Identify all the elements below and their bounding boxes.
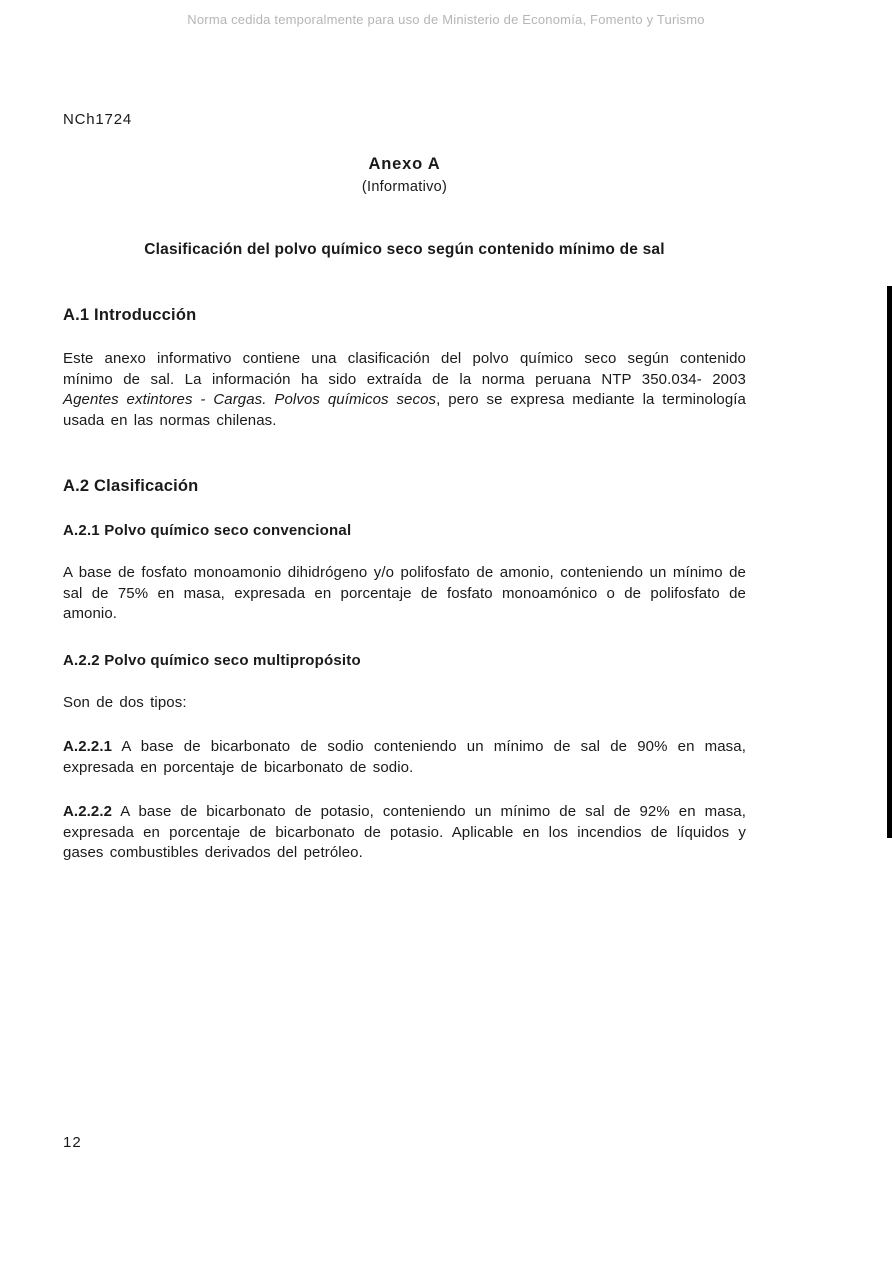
page-title: Clasificación del polvo químico seco según contenido mínimo de sal xyxy=(144,241,665,258)
section-a1-paragraph xyxy=(63,349,746,431)
a222-body: A base de bicarbonato de potasio, conteniendo un mínimo de sal de 92% en masa, expresada en porcentaje de bicarbonato de potasio. Aplicable en los incendios de líquidos y gases combustibles derivados del petróleo. xyxy=(63,803,746,861)
page-number: 12 xyxy=(63,1134,82,1151)
section-a221-paragraph xyxy=(63,737,746,778)
a221-label: A.2.2.1 xyxy=(63,738,113,755)
section-a22-heading: A.2.2 Polvo químico seco multipropósito xyxy=(63,651,361,669)
a221-body: A base de bicarbonato de sodio conteniendo un mínimo de sal de 90% en masa, expresada en porcentaje de bicarbonato de sodio. xyxy=(63,738,746,776)
a1-paragraph-part1: Este anexo informativo contiene una clasificación del polvo químico seco según contenido mínimo de sal. La información ha sido extraída de la norma peruana NTP 350.034- 2003 xyxy=(63,350,746,388)
annex-subtitle: (Informativo) xyxy=(361,179,448,195)
section-a22-intro: Son de dos tipos: xyxy=(63,693,187,711)
scan-edge-artifact xyxy=(887,286,892,838)
a1-paragraph-reference-italic: Agentes extintores - Cargas. Polvos químicos secos xyxy=(63,391,437,408)
a222-label: A.2.2.2 xyxy=(63,803,113,820)
a1-paragraph-part3: , pero se expresa mediante la terminología usada en las normas chilenas. xyxy=(63,391,747,429)
annex-title: Anexo A xyxy=(368,155,441,173)
section-a21-paragraph: A base de fosfato monoamonio dihidrógeno y/o polifosfato de amonio, conteniendo un mínimo de sal de 75% en masa, expresada en porcentaje de fosfato monoamónico o de polifosfato de amonio. xyxy=(63,564,746,622)
watermark-text: Norma cedida temporalmente para uso de Ministerio de Economía, Fomento y Turismo xyxy=(187,12,705,27)
section-a222-paragraph xyxy=(63,802,746,864)
section-a2-heading: A.2 Clasificación xyxy=(63,477,199,495)
doc-code: NCh1724 xyxy=(63,111,132,128)
section-a21-heading: A.2.1 Polvo químico seco convencional xyxy=(63,522,352,539)
page-content xyxy=(63,0,746,864)
section-a1-heading: A.1 Introducción xyxy=(63,306,197,324)
